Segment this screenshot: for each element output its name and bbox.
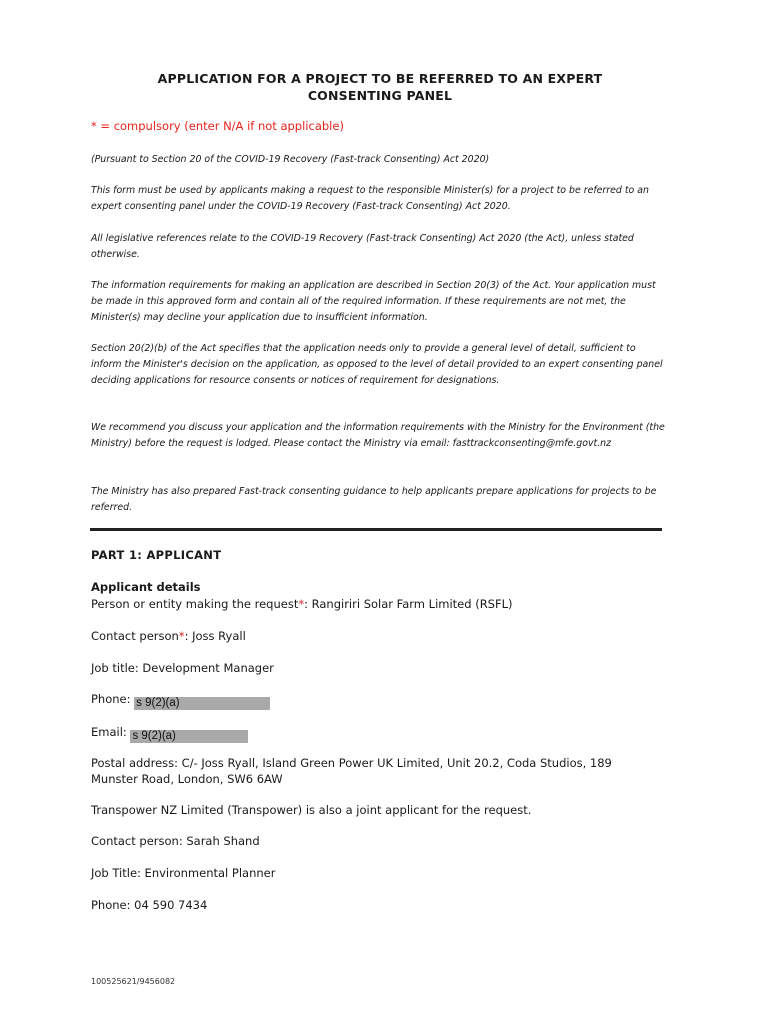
intro-form-usage: This form must be used by applicants making a request to the responsible Minister(s) for a project to be referred to an expert consenting panel under the COVID-19 Recovery (Fast-track Consenting) Act 2020. — [91, 185, 649, 212]
title-line-1: APPLICATION FOR A PROJECT TO BE REFERRED TO AN EXPERT — [157, 71, 603, 86]
intro-legislative-refs: All legislative references relate to the COVID-19 Recovery (Fast-track Consenting) Act 2020 (the Act), unless stated otherwise. — [91, 233, 634, 260]
section-divider — [90, 528, 662, 531]
email-redaction: s 9(2)(a) — [130, 730, 248, 743]
person-entity-label: Person or entity making the request — [91, 597, 299, 611]
intro-section-20-2b: Section 20(2)(b) of the Act specifies that the application needs only to provide a general level of detail, sufficient to inform the Minister's decision on the application, as opposed to the level of detail provided to an expert consenting panel deciding applications for resource consents or notices of requirement for designations. — [91, 343, 663, 386]
colon-separator: : — [184, 629, 193, 643]
applicant-details-heading: Applicant details — [91, 580, 201, 594]
contact-person-value: Joss Ryall — [192, 629, 246, 643]
email-label: Email: — [91, 725, 131, 739]
person-entity-field — [91, 596, 671, 612]
contact-person-field — [91, 628, 671, 644]
title-line-2: CONSENTING PANEL — [307, 88, 453, 103]
document-reference-footer: 100525621/9456082 — [91, 977, 176, 986]
job-title-field: Job title: Development Manager — [91, 661, 274, 675]
required-marker: * — [178, 629, 185, 643]
intro-pursuant: (Pursuant to Section 20 of the COVID-19 Recovery (Fast-track Consenting) Act 2020) — [91, 154, 490, 165]
postal-address-field: Postal address: C/- Joss Ryall, Island Green Power UK Limited, Unit 20.2, Coda Studios, 189 Munster Road, London, SW6 6AW — [91, 756, 612, 786]
colon-separator: : — [304, 597, 312, 611]
job-title-2-field: Job Title: Environmental Planner — [91, 866, 276, 880]
contact-person-2-field: Contact person: Sarah Shand — [91, 834, 260, 848]
intro-information-requirements: The information requirements for making an application are described in Section 20(3) of the Act. Your application must be made in this approved form and contain all of the required information. If these requirements are not met, the Minister(s) may decline your application due to insufficient information. — [91, 280, 656, 323]
intro-guidance: The Ministry has also prepared Fast-track consenting guidance to help applicants prepare applications for projects to be referred. — [91, 486, 657, 513]
joint-applicant-note: Transpower NZ Limited (Transpower) is also a joint applicant for the request. — [91, 803, 532, 817]
contact-person-label: Contact person — [91, 629, 179, 643]
document-title — [90, 70, 670, 104]
person-entity-value: Rangiriri Solar Farm Limited (RSFL) — [311, 597, 513, 611]
phone-label: Phone: — [91, 692, 135, 706]
compulsory-note: * = compulsory (enter N/A if not applicable) — [91, 119, 344, 133]
phone-2-field: Phone: 04 590 7434 — [91, 898, 208, 912]
phone-redaction: s 9(2)(a) — [134, 697, 270, 710]
phone-field — [91, 691, 671, 710]
required-marker: * — [298, 597, 305, 611]
part-1-heading: PART 1: APPLICANT — [91, 548, 222, 562]
email-field — [91, 724, 671, 743]
intro-contact-ministry: We recommend you discuss your application and the information requirements with the Ministry for the Environment (the Ministry) before the request is lodged. Please contact the Ministry via email: fasttrackconsenting@mfe.govt.nz — [91, 422, 665, 449]
